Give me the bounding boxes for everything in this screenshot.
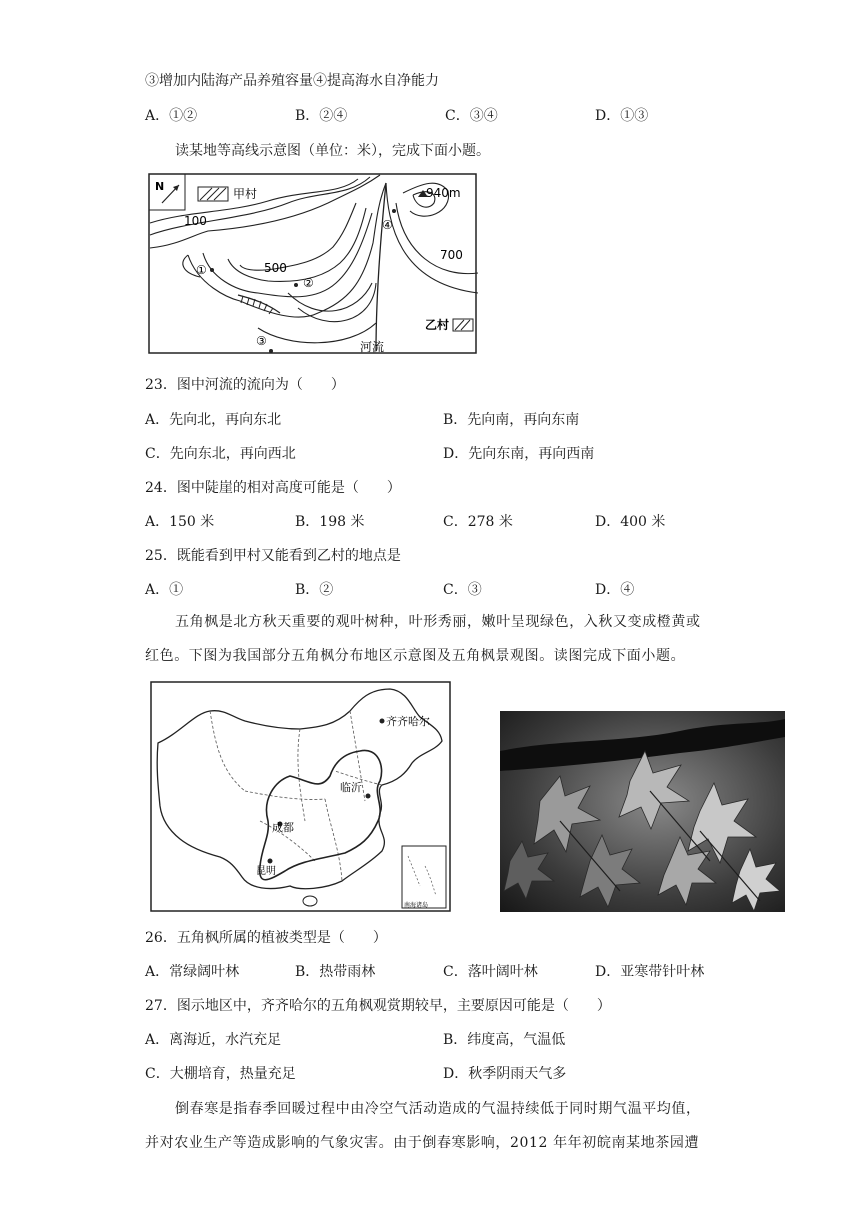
q25-stem: 25．既能看到甲村又能看到乙村的地点是 <box>145 548 401 564</box>
q25-option-c: C．③ <box>443 582 482 598</box>
city-qiqihar: 齐齐哈尔 <box>386 715 430 728</box>
village-b-hatch-icon <box>453 319 473 331</box>
cold-para-line1: 倒春寒是指春季回暖过程中由冷空气活动造成的气温持续低于同时期气温平均值， <box>175 1101 701 1117</box>
q26-option-a: A．常绿阔叶林 <box>145 964 240 980</box>
inset-label: 南海诸岛 <box>404 902 429 909</box>
point-1: ① <box>196 263 207 277</box>
city-kunming: 昆明 <box>256 866 276 877</box>
cold-para-line2: 并对农业生产等造成影响的气象灾害。由于倒春寒影响，2012 年年初皖南某地茶园遭 <box>145 1135 700 1151</box>
q22-option-text: ③增加内陆海产品养殖容量④提高海水自净能力 <box>145 73 439 89</box>
maple-intro-line2: 红色。下图为我国部分五角枫分布地区示意图及五角枫景观图。读图完成下面小题。 <box>145 648 686 664</box>
q27-option-d: D．秋季阴雨天气多 <box>443 1066 567 1082</box>
q22-option-d: D．①③ <box>595 108 649 124</box>
contour-100: 100 <box>184 214 207 228</box>
q27-option-c: C．大棚培育，热量充足 <box>145 1066 296 1082</box>
river-label: 河流 <box>360 340 385 354</box>
contour-intro: 读某地等高线示意图（单位：米），完成下面小题。 <box>175 143 490 159</box>
q25-option-a: A．① <box>145 582 184 598</box>
q25-option-b: B．② <box>295 582 334 598</box>
north-label: N <box>155 180 165 193</box>
q27-option-a: A．离海近，水汽充足 <box>145 1032 282 1048</box>
q24-option-d: D．400 米 <box>595 514 666 530</box>
q25-option-d: D．④ <box>595 582 635 598</box>
village-a-hatch-icon <box>198 187 228 201</box>
peak-label: 940m <box>426 186 461 200</box>
q23-option-d: D．先向东南，再向西南 <box>443 446 595 462</box>
q23-option-c: C．先向东北，再向西北 <box>145 446 296 462</box>
q27-option-b: B．纬度高，气温低 <box>443 1032 566 1048</box>
city-linyi: 临沂 <box>340 781 362 794</box>
maple-intro-line1: 五角枫是北方秋天重要的观叶树种，叶形秀丽，嫩叶呈现绿色，入秋又变成橙黄或 <box>175 614 701 630</box>
q26-option-d: D．亚寒带针叶林 <box>595 964 705 980</box>
maple-intro-paragraph <box>145 605 720 673</box>
q22-option-b: B．②④ <box>295 108 348 124</box>
q26-option-c: C．落叶阔叶林 <box>443 964 538 980</box>
china-map-figure <box>150 681 452 917</box>
q23-option-a: A．先向北，再向东北 <box>145 412 282 428</box>
q22-option-a: A．①② <box>145 108 198 124</box>
q26-stem: 26．五角枫所属的植被类型是（ ） <box>145 930 387 946</box>
south-sea-inset <box>402 846 446 908</box>
contour-map-figure <box>148 173 478 359</box>
q27-stem: 27．图示地区中，齐齐哈尔的五角枫观赏期较早，主要原因可能是（ ） <box>145 998 611 1014</box>
point-4: ④ <box>382 218 393 232</box>
village-b-label: 乙村 <box>425 318 450 332</box>
point-2: ② <box>303 276 314 290</box>
q24-option-b: B．198 米 <box>295 514 365 530</box>
legend-village-a: 甲村 <box>233 187 258 201</box>
q23-option-b: B．先向南，再向东南 <box>443 412 580 428</box>
q26-option-b: B．热带雨林 <box>295 964 376 980</box>
city-chengdu: 成都 <box>272 821 294 834</box>
contour-700: 700 <box>440 248 463 262</box>
q22-option-c: C．③④ <box>445 108 498 124</box>
cold-spring-paragraph <box>145 1092 720 1160</box>
contour-500: 500 <box>264 261 287 275</box>
point-3: ③ <box>256 334 267 348</box>
q24-option-a: A．150 米 <box>145 514 215 530</box>
maple-photo <box>500 711 785 916</box>
q23-stem: 23．图中河流的流向为（ ） <box>145 377 345 393</box>
q24-option-c: C．278 米 <box>443 514 513 530</box>
q24-stem: 24．图中陡崖的相对高度可能是（ ） <box>145 480 401 496</box>
